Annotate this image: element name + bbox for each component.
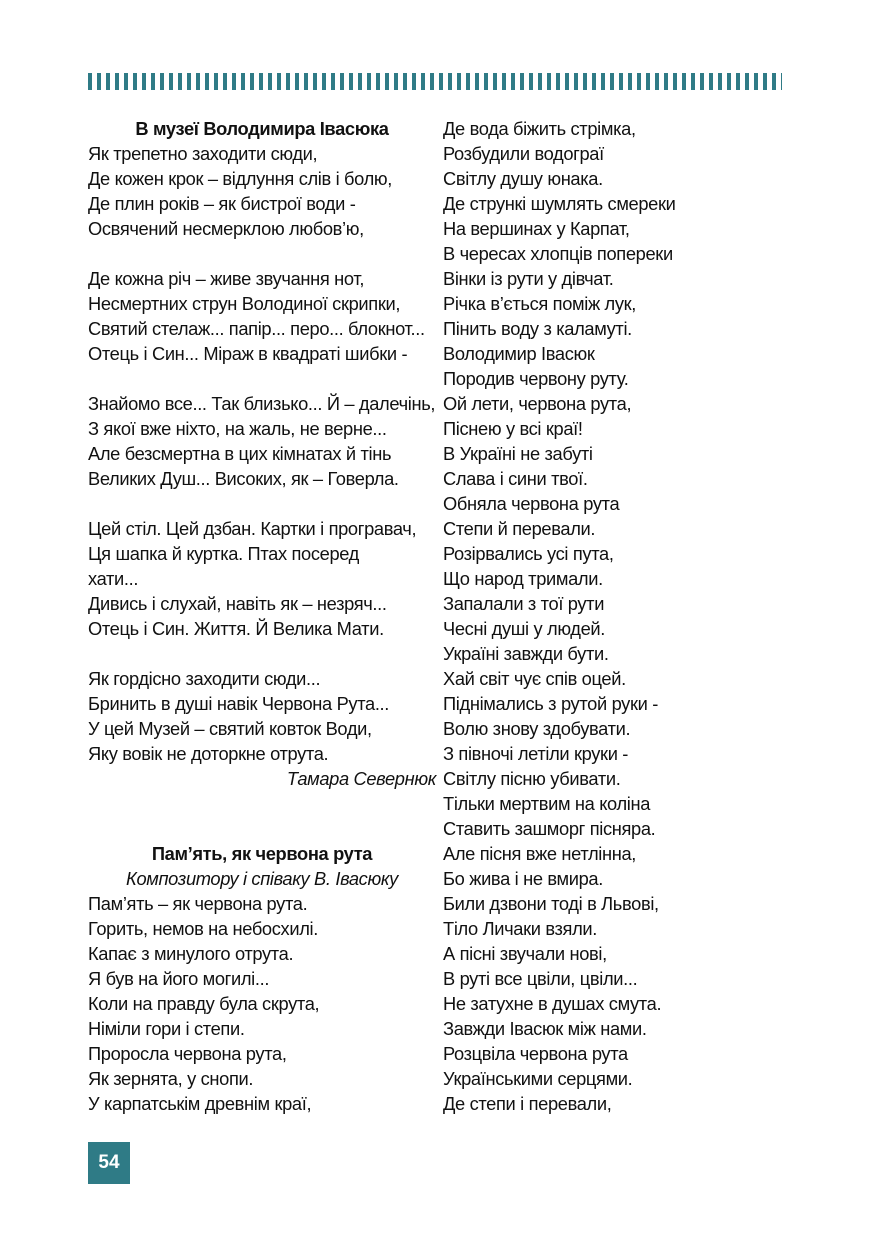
poem-line: Проросла червона рута, <box>88 1043 287 1064</box>
page-number: 54 <box>98 1152 120 1173</box>
poem-line: Де кожна річ – живе звучання нот, <box>88 268 365 289</box>
poem-line: В руті все цвіли, цвіли... <box>443 968 638 989</box>
poem-line: Яку вовік не доторкне отрута. <box>88 743 329 764</box>
poem-line: Ця шапка й куртка. Птах посеред <box>88 543 359 564</box>
poem-line: Вінки із рути у дівчат. <box>443 268 614 289</box>
poem-dedication: Композитору і співаку В. Івасюку <box>126 868 398 889</box>
poem-line: Пінить воду з каламуті. <box>443 318 632 339</box>
page-number-box <box>88 1142 130 1184</box>
poem-line: Де плин років – як бистрої води - <box>88 193 356 214</box>
decorative-striped-rule <box>88 73 782 90</box>
poem-line: Україні завжди бути. <box>443 643 609 664</box>
poem-line: Володимир Івасюк <box>443 343 595 364</box>
poem-line: А пісні звучали нові, <box>443 943 607 964</box>
poem-line: Німіли гори і степи. <box>88 1018 245 1039</box>
poem-line: Розірвались усі пута, <box>443 543 614 564</box>
poem-line: В чересах хлопців попереки <box>443 243 673 264</box>
poem-line: Обняла червона рута <box>443 493 620 514</box>
poem-line: Тільки мертвим на коліна <box>443 793 651 814</box>
poem-line: Українськими серцями. <box>443 1068 633 1089</box>
poem-line: Знайомо все... Так близько... Й – далечінь, <box>88 393 436 414</box>
poem-line: хати... <box>88 568 139 589</box>
poem-line: Розбудили водограї <box>443 143 604 164</box>
poem-line: Піднімались з рутой руки - <box>443 693 658 714</box>
poem-line: Слава і сини твої. <box>443 468 588 489</box>
poem-author: Тамара Севернюк <box>286 768 436 789</box>
poem-line: Піснею у всі краї! <box>443 418 583 439</box>
poem-line: Де вода біжить стрімка, <box>443 118 636 139</box>
poem-line: Тіло Личаки взяли. <box>443 918 597 939</box>
poem-line: У цей Музей – святий ковток Води, <box>88 718 372 739</box>
poem-line: Розцвіла червона рута <box>443 1043 628 1064</box>
poem-line: Не затухне в душах смута. <box>443 993 662 1014</box>
poem-line: Як трепетно заходити сюди, <box>88 143 318 164</box>
poem-line: Породив червону руту. <box>443 368 629 389</box>
poem-line: Степи й перевали. <box>443 518 596 539</box>
poem-line: Горить, немов на небосхилі. <box>88 918 318 939</box>
poem-line: Цей стіл. Цей дзбан. Картки і програвач, <box>88 518 417 539</box>
poem-line: На вершинах у Карпат, <box>443 218 630 239</box>
poem-line: Ставить зашморг пісняра. <box>443 818 656 839</box>
poem-line: Світлу душу юнака. <box>443 168 603 189</box>
poem-line: Коли на правду була скрута, <box>88 993 320 1014</box>
poem-line: Річка в’ється поміж лук, <box>443 293 637 314</box>
poem-line: Святий стелаж... папір... перо... блокнот... <box>88 318 425 339</box>
poem-line: В Україні не забуті <box>443 443 593 464</box>
poem-line: Несмертних струн Володиної скрипки, <box>88 293 401 314</box>
poem-line: Волю знову здобувати. <box>443 718 631 739</box>
poem-line: У карпатськім древнім краї, <box>88 1093 312 1114</box>
poem-line: Великих Душ... Високих, як – Говерла. <box>88 468 399 489</box>
poem-line: Світлу пісню убивати. <box>443 768 621 789</box>
poem-line: Але пісня вже нетлінна, <box>443 843 637 864</box>
poem-line: З півночі летіли круки - <box>443 743 629 764</box>
poem-line: Де степи і перевали, <box>443 1093 612 1114</box>
poem-line: З якої вже ніхто, на жаль, не верне... <box>88 418 387 439</box>
poem-line: Отець і Син... Міраж в квадраті шибки - <box>88 343 408 364</box>
poem-line: Дивись і слухай, навіть як – незряч... <box>88 593 387 614</box>
poem-line: Як гордісно заходити сюди... <box>88 668 321 689</box>
poem-line: Отець і Син. Життя. Й Велика Мати. <box>88 618 384 639</box>
poem-line: Пам’ять – як червона рута. <box>88 893 308 914</box>
poem-line: Де кожен крок – відлуння слів і болю, <box>88 168 392 189</box>
poem-line: Капає з минулого отрута. <box>88 943 294 964</box>
poem-line: Освячений несмерклою любов’ю, <box>88 218 364 239</box>
left-column <box>88 116 436 1116</box>
poem-line: Завжди Івасюк між нами. <box>443 1018 647 1039</box>
poem-line: Чесні душі у людей. <box>443 618 606 639</box>
poem-line: Били дзвони тоді в Львові, <box>443 893 659 914</box>
poem-line: Запалали з тої рути <box>443 593 605 614</box>
poem-title: Пам’ять, як червона рута <box>151 843 373 864</box>
right-column <box>443 116 783 1116</box>
poem-line: Я був на його могилі... <box>88 968 270 989</box>
poem-line: Як зернята, у снопи. <box>88 1068 254 1089</box>
poem-line: Ой лети, червона рута, <box>443 393 632 414</box>
poem-line: Бо жива і не вмира. <box>443 868 603 889</box>
poem-title: В музеї Володимира Івасюка <box>135 118 389 139</box>
poem-line: Де стрункі шумлять смереки <box>443 193 676 214</box>
poem-line: Хай світ чує спів оцей. <box>443 668 626 689</box>
poem-line: Але безсмертна в цих кімнатах й тінь <box>88 443 392 464</box>
poem-line: Що народ тримали. <box>443 568 603 589</box>
poem-line: Бринить в душі навік Червона Рута... <box>88 693 390 714</box>
